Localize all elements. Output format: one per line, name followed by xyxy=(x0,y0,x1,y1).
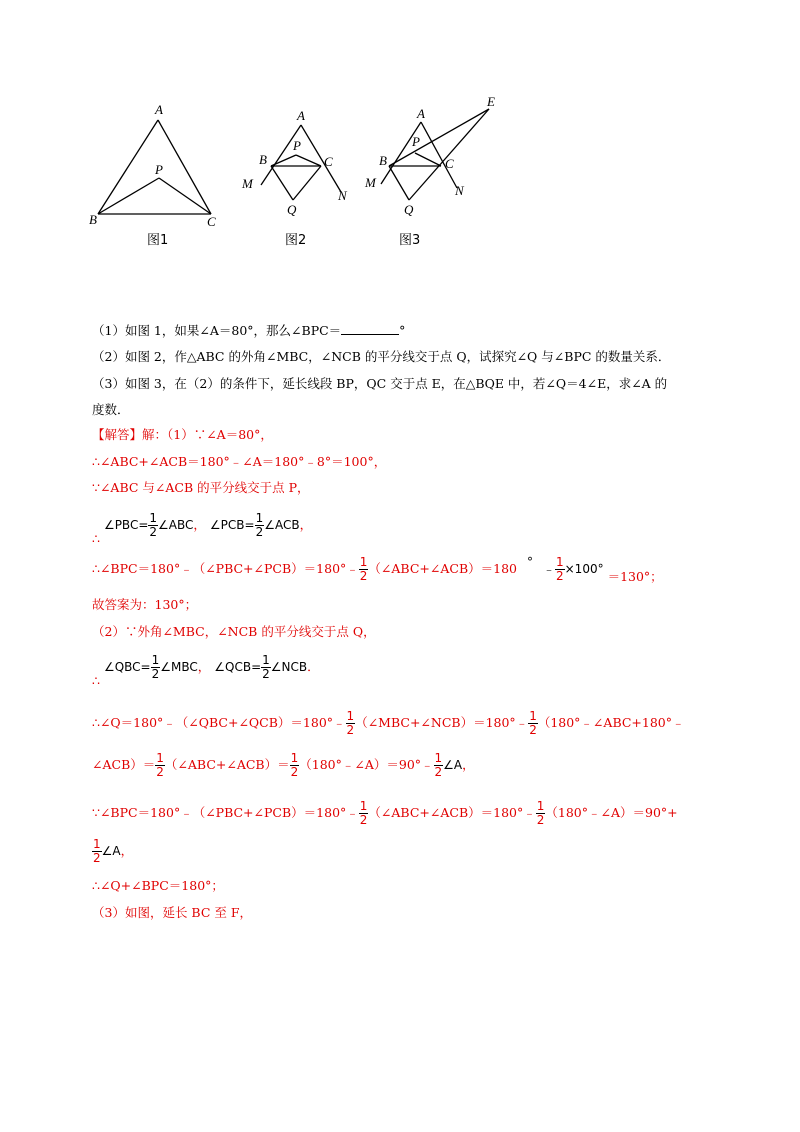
fig3-label-n: N xyxy=(455,183,464,198)
fraction-half: $\frac{1}{2}$ xyxy=(149,511,158,539)
fraction-half: $\frac{1}{2}$ xyxy=(151,653,160,681)
comma: ， xyxy=(299,517,313,532)
fig1-label-a: A xyxy=(155,102,163,117)
fraction-half: $\frac{1}{2}$ xyxy=(434,751,443,779)
fig2-label-m: M xyxy=(242,176,253,191)
bpc-calc-1: ∴∠BPC＝180°﹣（∠PBC+∠PCB）＝180°﹣ xyxy=(92,561,359,576)
angle-a: ∠A xyxy=(101,844,121,858)
figure-3 xyxy=(381,109,489,200)
answer-line-5: ∴∠BPC＝180°﹣（∠PBC+∠PCB）＝180°﹣ $\frac{1}{2}$ （∠ABC+∠ACB）＝180 ° ﹣ $\frac{1}{2}$ ×100° ＝130°； xyxy=(92,555,663,584)
fig2-label-q: Q xyxy=(287,202,297,217)
answer-line-7: （2）∵外角∠MBC，∠NCB 的平分线交于点 Q， xyxy=(92,624,376,639)
fig3-label-q: Q xyxy=(404,202,414,217)
answer-line-9 xyxy=(92,710,685,737)
fig2-label-c: C xyxy=(324,154,333,169)
q-calc-5: （∠ABC+∠ACB）＝ xyxy=(164,757,290,772)
answer-line-3: ∵∠ABC 与∠ACB 的平分线交于点 P， xyxy=(92,480,310,495)
answer-line-11 xyxy=(92,800,678,827)
answer-line-10 xyxy=(92,752,475,779)
answer-line-4 xyxy=(92,511,313,546)
formula-ncb: ∠NCB xyxy=(270,660,308,674)
fig3-label-p: P xyxy=(412,134,420,149)
formula-abc: ∠ABC xyxy=(158,518,194,532)
fraction-half: $\frac{1}{2}$ xyxy=(359,799,368,827)
therefore-symbol: ∴ xyxy=(92,531,100,546)
fraction-half: $\frac{1}{2}$ xyxy=(290,751,299,779)
q-calc-4: ∠ACB）＝ xyxy=(92,757,156,772)
fig3-caption: 图3 xyxy=(399,233,421,248)
formula-pcb: ∠PCB= xyxy=(209,518,255,532)
formula-qbc: ∠QBC= xyxy=(103,660,151,674)
question-1 xyxy=(92,322,405,339)
fraction-half: $\frac{1}{2}$ xyxy=(93,837,101,865)
answer-line-13: ∴∠Q+∠BPC＝180°； xyxy=(92,878,224,893)
fig3-label-m: M xyxy=(365,175,376,190)
fraction-half: $\frac{1}{2}$ xyxy=(255,511,264,539)
times-100: ×100° xyxy=(564,562,604,576)
answer-line-12 xyxy=(92,838,133,865)
fraction-half: $\frac{1}{2}$ xyxy=(359,555,368,583)
fig1-label-b: B xyxy=(89,212,97,227)
fraction-half: $\frac{1}{2}$ xyxy=(555,555,564,583)
formula-pbc: ∠PBC= xyxy=(103,518,149,532)
fraction-half: $\frac{1}{2}$ xyxy=(156,751,164,779)
q-calc-6: （180°﹣∠A）＝90°﹣ xyxy=(299,757,434,772)
fig2-caption: 图2 xyxy=(285,233,307,248)
question-3-cont: 度数． xyxy=(92,402,130,417)
question-1-text: （1）如图 1，如果∠A＝80°，那么∠BPC＝ xyxy=(92,323,342,338)
answer-line-1: 【解答】解：（1）∵∠A＝80°， xyxy=(92,427,273,442)
fig2-label-b: B xyxy=(259,152,267,167)
formula-acb: ∠ACB xyxy=(264,518,300,532)
geometry-figures xyxy=(85,92,605,252)
question-3: （3）如图 3，在（2）的条件下，延长线段 BP，QC 交于点 E，在△BQE 中，若∠Q＝4∠E，求∠A 的 xyxy=(92,376,668,391)
bpc-result: ＝130°； xyxy=(607,569,663,584)
fig2-label-p: P xyxy=(293,138,301,153)
answer-blank xyxy=(341,322,399,335)
fig2-label-n: N xyxy=(338,188,347,203)
fig3-label-a: A xyxy=(417,106,425,121)
comma: ， xyxy=(197,659,211,674)
angle-a: ∠A xyxy=(443,758,463,772)
period: ． xyxy=(307,659,320,674)
fig1-caption: 图1 xyxy=(147,233,169,248)
question-2: （2）如图 2，作△ABC 的外角∠MBC，∠NCB 的平分线交于点 Q，试探究∠Q 与∠BPC 的数量关系． xyxy=(92,349,671,364)
therefore-symbol: ∴ xyxy=(92,673,100,688)
comma: ， xyxy=(193,517,206,532)
fig2-label-a: A xyxy=(297,108,305,123)
bpc-calc-3: ∵∠BPC＝180°﹣（∠PBC+∠PCB）＝180°﹣ xyxy=(92,805,359,820)
fraction-half: $\frac{1}{2}$ xyxy=(262,653,270,681)
bpc-calc-4: （∠ABC+∠ACB）＝180°﹣ xyxy=(368,805,536,820)
answer-line-14: （3）如图，延长 BC 至 F， xyxy=(92,905,253,920)
bpc-calc-5: （180°﹣∠A）＝90°+ xyxy=(545,805,678,820)
answer-line-2: ∴∠ABC+∠ACB＝180°﹣∠A＝180°﹣8°＝100°， xyxy=(92,454,387,469)
q-calc-2: （∠MBC+∠NCB）＝180°﹣ xyxy=(355,715,529,730)
answer-line-8 xyxy=(92,653,320,688)
fraction-half: $\frac{1}{2}$ xyxy=(529,709,537,737)
fraction-half: $\frac{1}{2}$ xyxy=(536,799,545,827)
question-1-degree: ° xyxy=(399,323,406,338)
fig1-label-c: C xyxy=(207,214,216,229)
fraction-half: $\frac{1}{2}$ xyxy=(346,709,355,737)
q-calc-1: ∴∠Q＝180°﹣（∠QBC+∠QCB）＝180°﹣ xyxy=(92,715,346,730)
q-calc-3: （180°﹣∠ABC+180°﹣ xyxy=(537,715,685,730)
fig3-label-e: E xyxy=(487,94,495,109)
formula-qcb: ∠QCB= xyxy=(214,660,262,674)
fig3-label-b: B xyxy=(379,153,387,168)
formula-mbc: ∠MBC xyxy=(160,660,198,674)
figures-area xyxy=(85,92,605,252)
fig3-label-c: C xyxy=(445,156,454,171)
fig1-label-p: P xyxy=(155,162,163,177)
comma: ， xyxy=(462,757,475,772)
answer-line-6: 故答案为：130°； xyxy=(92,597,198,612)
degree-symbol: ° xyxy=(526,555,533,569)
bpc-calc-2: （∠ABC+∠ACB）＝180 xyxy=(368,561,517,576)
comma: ， xyxy=(120,843,134,858)
